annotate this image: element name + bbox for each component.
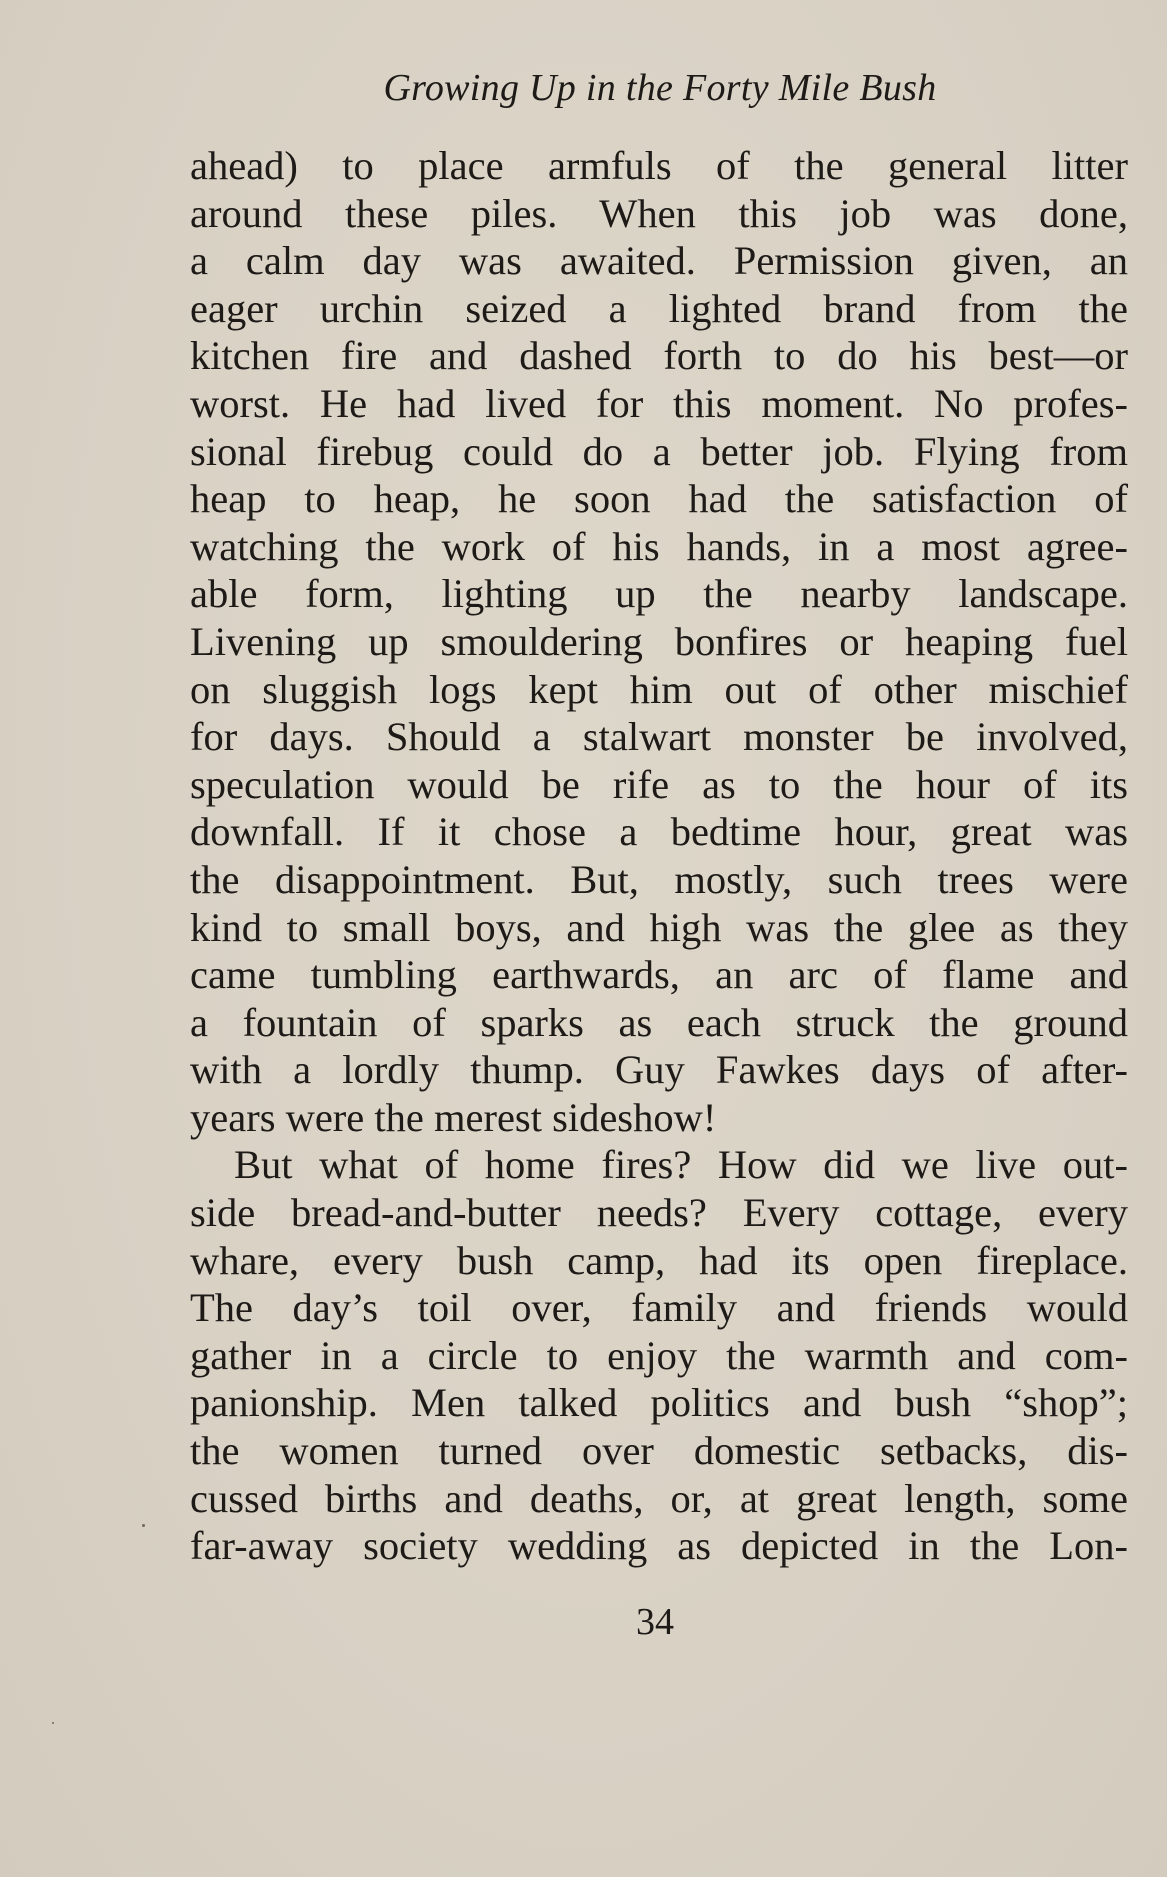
text-line: kitchen fire and dashed forth to do his best—or bbox=[190, 333, 1128, 379]
text-line: around these piles. When this job was done, bbox=[190, 190, 1128, 236]
running-head: Growing Up in the Forty Mile Bush bbox=[383, 67, 937, 109]
text-line: far-away society wedding as depicted in the Lon- bbox=[190, 1523, 1128, 1569]
text-line: heap to heap, he soon had the satisfaction of bbox=[190, 476, 1128, 522]
text-line: panionship. Men talked politics and bush “shop”; bbox=[190, 1380, 1128, 1426]
text-line: whare, every bush camp, had its open fireplace. bbox=[190, 1237, 1128, 1283]
body-text bbox=[190, 142, 1128, 1570]
text-line: years were the merest sideshow! bbox=[190, 1094, 717, 1140]
text-line: with a lordly thump. Guy Fawkes days of after- bbox=[190, 1047, 1128, 1093]
text-line: side bread-and-butter needs? Every cottage, every bbox=[190, 1190, 1128, 1236]
paragraph-1 bbox=[190, 142, 1128, 1141]
text-line: for days. Should a stalwart monster be involved, bbox=[190, 714, 1128, 760]
text-line: the disappointment. But, mostly, such trees were bbox=[190, 856, 1128, 902]
text-line: on sluggish logs kept him out of other mischief bbox=[190, 666, 1128, 712]
text-line: ahead) to place armfuls of the general litter bbox=[190, 143, 1128, 188]
text-line: downfall. If it chose a bedtime hour, great was bbox=[190, 809, 1128, 855]
text-line: speculation would be rife as to the hour of its bbox=[190, 761, 1128, 807]
paper-speck bbox=[142, 1524, 145, 1527]
paragraph-2 bbox=[190, 1141, 1128, 1569]
text-line: gather in a circle to enjoy the warmth and com- bbox=[190, 1332, 1128, 1378]
text-line: sional firebug could do a better job. Flying from bbox=[190, 428, 1128, 474]
text-line: a fountain of sparks as each struck the ground bbox=[190, 999, 1128, 1045]
text-line: the women turned over domestic setbacks, dis- bbox=[190, 1428, 1128, 1474]
text-line: worst. He had lived for this moment. No profes- bbox=[190, 380, 1128, 426]
text-line: came tumbling earthwards, an arc of flame and bbox=[190, 952, 1128, 998]
text-line: cussed births and deaths, or, at great length, some bbox=[190, 1475, 1128, 1521]
text-line: But what of home fires? How did we live out- bbox=[234, 1142, 1128, 1188]
text-line: The day’s toil over, family and friends would bbox=[190, 1285, 1128, 1331]
text-line: Livening up smouldering bonfires or heaping fuel bbox=[190, 618, 1128, 664]
text-line: able form, lighting up the nearby landscape. bbox=[190, 571, 1128, 617]
text-line: kind to small boys, and high was the glee as they bbox=[190, 904, 1128, 950]
page-number: 34 bbox=[636, 1601, 674, 1643]
text-line: watching the work of his hands, in a most agree- bbox=[190, 523, 1128, 569]
text-line: a calm day was awaited. Permission given, an bbox=[190, 238, 1128, 284]
paper-speck bbox=[52, 1722, 54, 1724]
text-line: eager urchin seized a lighted brand from the bbox=[190, 285, 1128, 331]
